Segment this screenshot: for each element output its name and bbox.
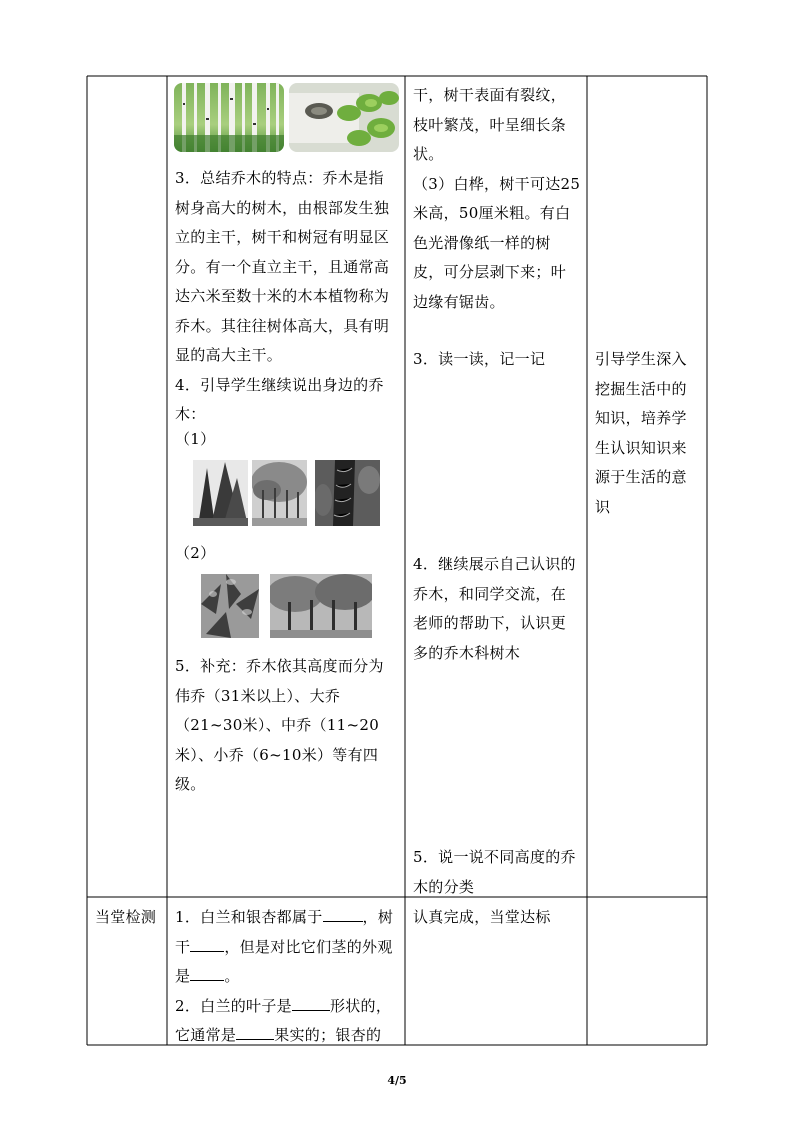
q1-text-c: ，但是对比它们茎的外观是 [175, 937, 393, 985]
show-trees-activity: 4．继续展示自己认识的乔木，和同学交流，在老师的帮助下，认识更多的乔木科树木 [413, 555, 576, 662]
birch-bark-leaves-image [289, 83, 399, 152]
tree-photo-2 [252, 460, 307, 526]
answer-blank[interactable] [190, 962, 224, 981]
tree-photo-3 [315, 460, 380, 526]
tree-photo-5 [270, 574, 372, 638]
q2-text-b: 形状的，它通常是 [175, 996, 392, 1044]
q2-text-c: 果实的；银杏的 [274, 1026, 382, 1044]
tree-photo-4 [201, 574, 259, 638]
stage-label: 当堂检测 [95, 908, 157, 926]
quiz-question-1 [175, 903, 399, 992]
tell-classification: 5．说一说不同高度的乔木的分类 [413, 848, 576, 896]
answer-blank[interactable] [236, 1021, 274, 1040]
answer-blank[interactable] [190, 933, 224, 952]
read-and-remember: 3．读一读，记一记 [413, 350, 546, 368]
q1-text-b: ，树干 [175, 908, 394, 956]
birch-description: （3）白桦，树干可达25米高，50厘米粗。有白色光滑像纸一样的树皮，可分层剥下来；叶边缘有锯齿。 [413, 174, 581, 311]
q1-text-a: 1．白兰和银杏都属于 [175, 908, 323, 926]
answer-blank[interactable] [292, 992, 330, 1011]
birch-forest-image [174, 83, 284, 152]
description-end: 干，树干表面有裂纹，枝叶繁茂，叶呈细长条状。 [413, 86, 567, 163]
design-intent: 引导学生深入挖掘生活中的知识，培养学生认识知识来源于生活的意识 [595, 350, 687, 516]
q1-text-d: 。 [224, 967, 240, 985]
quiz-activity: 认真完成，当堂达标 [413, 908, 551, 926]
guide-text: 4．引导学生继续说出身边的乔木： [175, 375, 384, 423]
teacher-summary [175, 164, 399, 430]
tree-photo-1 [193, 460, 248, 526]
label-group-2: （2） [175, 544, 216, 562]
summary-text: 3．总结乔木的特点：乔木是指树身高大的树木，由根部发生独立的主干，树干和树冠有明显区分。有一个直立主干，且通常高达六米至数十米的木本植物称为乔木。其往往树体高大，具有明显的高大主干。 [175, 169, 390, 364]
quiz-question-2 [175, 992, 399, 1051]
label-group-1: （1） [175, 430, 216, 448]
answer-blank[interactable] [323, 903, 363, 922]
student-tree-descriptions [413, 81, 581, 317]
q2-text-a: 2．白兰的叶子是 [175, 996, 292, 1015]
quiz-questions [175, 903, 399, 1051]
page-number: 4/5 [387, 1074, 407, 1087]
supplement-text: 5．补充：乔木依其高度而分为伟乔（31米以上）、大乔（21~30米）、中乔（11~20米）、小乔（6~10米）等有四级。 [175, 657, 384, 793]
